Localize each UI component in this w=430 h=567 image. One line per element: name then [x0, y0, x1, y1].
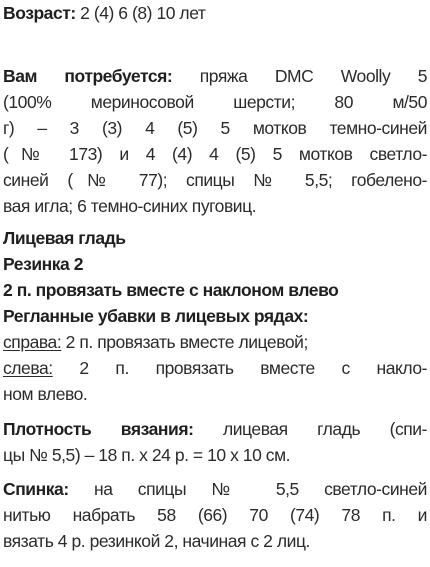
gauge-text-2: цы № 5,5) – 18 п. х 24 р. = 10 х 10 см. — [3, 445, 291, 465]
gauge-text-1: лицевая гладь (спи- — [193, 419, 427, 439]
back-text-1: на спицы № 5,5 светло-синей — [68, 479, 427, 499]
materials-line-3 — [3, 117, 427, 139]
stockinette-heading: Лицевая гладь — [3, 228, 126, 248]
materials-text-4: (№ 173) и 4 (4) 4 (5) 5 мотков светло- — [3, 144, 427, 164]
rib-heading: Резинка 2 — [3, 254, 84, 274]
raglan-left-line-2 — [3, 383, 427, 405]
materials-line-2 — [3, 91, 427, 113]
gauge-label: Плотность вязания: — [3, 419, 194, 439]
materials-text-2: (100% мериносовой шерсти; 80 м/50 — [3, 92, 427, 112]
back-label: Спинка: — [3, 479, 69, 499]
age-label: Возраст: — [3, 3, 76, 23]
age-line — [3, 2, 427, 24]
materials-text-5: синей (№ 77); спицы № 5,5; гобелено- — [3, 170, 427, 190]
back-text-2: нитью набрать 58 (66) 70 (74) 78 п. и — [3, 505, 427, 525]
raglan-heading: Регланные убавки в лицевых рядах: — [3, 306, 309, 326]
k2tog-left-heading: 2 п. провязать вместе с наклоном влево — [3, 280, 339, 300]
raglan-right-text: 2 п. провязать вместе лицевой; — [61, 332, 308, 352]
raglan-left-text-2: ном влево. — [3, 384, 88, 404]
materials-line-1 — [3, 65, 427, 87]
raglan-left-line-1 — [3, 357, 427, 379]
age-value: 2 (4) 6 (8) 10 лет — [75, 3, 206, 23]
gauge-line-1 — [3, 418, 427, 440]
materials-line-5 — [3, 169, 427, 191]
materials-text-6: вая игла; 6 темно-синих пуговиц. — [3, 196, 257, 216]
materials-line-6 — [3, 195, 427, 217]
raglan-right-label: справа: — [3, 332, 62, 352]
raglan-left-text-1: 2 п. провязать вместе с накло- — [52, 358, 427, 378]
materials-label: Вам потребуется: — [3, 66, 173, 86]
back-line-1 — [3, 478, 427, 500]
materials-line-4 — [3, 143, 427, 165]
back-text-3: вязать 4 р. резинкой 2, начиная с 2 лиц. — [3, 531, 310, 551]
raglan-right-line — [3, 331, 427, 353]
back-line-2 — [3, 504, 427, 526]
gauge-line-2 — [3, 444, 427, 466]
materials-text-3: г) – 3 (3) 4 (5) 5 мотков темно-синей — [3, 118, 427, 138]
raglan-left-label: слева: — [3, 358, 53, 378]
materials-text-1: пряжа DMC Woolly 5 — [172, 66, 428, 86]
back-line-3 — [3, 530, 427, 552]
